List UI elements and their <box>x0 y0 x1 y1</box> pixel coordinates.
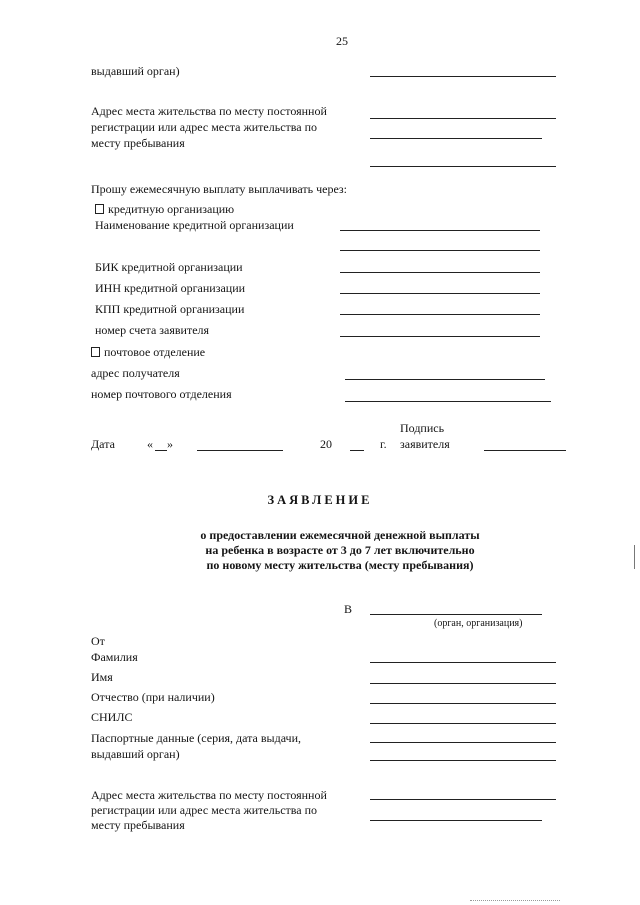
patronymic-label: Отчество (при наличии) <box>91 690 215 704</box>
page-number: 25 <box>336 34 348 48</box>
credit-org-option[interactable] <box>95 202 234 216</box>
address-field-line3[interactable] <box>370 166 556 167</box>
patronymic-field-line[interactable] <box>370 703 556 704</box>
name-field-line[interactable] <box>370 683 556 684</box>
address-field-line2[interactable] <box>370 138 542 139</box>
recipient-address-label: адрес получателя <box>91 366 180 380</box>
credit-org-option-label: кредитную организацию <box>108 202 235 216</box>
passport-field-line1[interactable] <box>370 742 556 743</box>
credit-org-name-line1[interactable] <box>340 230 540 231</box>
organization-caption: (орган, организация) <box>434 618 523 629</box>
snils-label: СНИЛС <box>91 710 133 724</box>
name-label: Имя <box>91 670 113 684</box>
surname-field-line[interactable] <box>370 662 556 663</box>
account-label: номер счета заявителя <box>95 323 210 337</box>
passport-label-line2: выдавший орган) <box>91 747 180 761</box>
date-label: Дата <box>91 437 115 451</box>
day-field-line[interactable] <box>155 450 167 451</box>
address-label-line2: регистрации или адрес места жительства по <box>91 120 318 134</box>
application-subtitle-line2: на ребенка в возрасте от 3 до 7 лет включительно <box>205 543 475 557</box>
application-subtitle-line1: о предоставлении ежемесячной денежной выплаты <box>200 528 480 542</box>
scan-bottom-mark <box>470 900 560 901</box>
application-address-label-line1: Адрес места жительства по месту постоянной <box>91 788 327 802</box>
application-address-label-line3: месту пребывания <box>91 818 185 832</box>
application-subtitle-line3: по новому месту жительства (месту пребывания) <box>206 558 474 572</box>
snils-field-line[interactable] <box>370 723 556 724</box>
from-label: От <box>91 634 105 648</box>
date-quote-open: « <box>147 437 153 451</box>
kpp-field-line[interactable] <box>340 314 540 315</box>
post-checkbox[interactable] <box>91 347 100 357</box>
credit-org-checkbox[interactable] <box>95 204 104 214</box>
signature-caption-line2: заявителя <box>400 437 450 451</box>
signature-field-line[interactable] <box>484 450 566 451</box>
bik-field-line[interactable] <box>340 272 540 273</box>
inn-field-line[interactable] <box>340 293 540 294</box>
kpp-label: КПП кредитной организации <box>95 302 245 316</box>
signature-caption-line1: Подпись <box>400 421 445 435</box>
passport-label-line1: Паспортные данные (серия, дата выдачи, <box>91 731 302 745</box>
month-field-line[interactable] <box>197 450 283 451</box>
issuer-field-line[interactable] <box>370 76 556 77</box>
inn-label: ИНН кредитной организации <box>95 281 246 295</box>
post-office-number-line[interactable] <box>345 401 551 402</box>
account-field-line[interactable] <box>340 336 540 337</box>
application-heading: ЗАЯВЛЕНИЕ <box>267 493 373 507</box>
application-address-label-line2: регистрации или адрес места жительства по <box>91 803 318 817</box>
recipient-address-line[interactable] <box>345 379 545 380</box>
bik-label: БИК кредитной организации <box>95 260 243 274</box>
year-prefix: 20 <box>320 437 332 451</box>
surname-label: Фамилия <box>91 650 138 664</box>
year-field-line[interactable] <box>350 450 364 451</box>
credit-org-name-label: Наименование кредитной организации <box>95 218 294 232</box>
post-office-number-label: номер почтового отделения <box>91 387 232 401</box>
application-address-field-line2[interactable] <box>370 820 542 821</box>
address-label-line3: месту пребывания <box>91 136 185 150</box>
address-label-line1: Адрес места жительства по месту постоянной <box>91 104 327 118</box>
post-option[interactable] <box>91 345 205 359</box>
payment-intro: Прошу ежемесячную выплату выплачивать через: <box>91 182 348 196</box>
passport-field-line2[interactable] <box>370 760 556 761</box>
to-label: В <box>344 602 353 616</box>
organization-field-line[interactable] <box>370 614 542 615</box>
credit-org-name-line2[interactable] <box>340 250 540 251</box>
address-field-line1[interactable] <box>370 118 556 119</box>
scan-edge-mark <box>634 545 635 569</box>
date-quote-close: » <box>167 437 173 451</box>
application-address-field-line1[interactable] <box>370 799 556 800</box>
issuer-continuation-label: выдавший орган) <box>91 64 180 78</box>
post-option-label: почтовое отделение <box>104 345 206 359</box>
year-suffix: г. <box>380 437 387 451</box>
